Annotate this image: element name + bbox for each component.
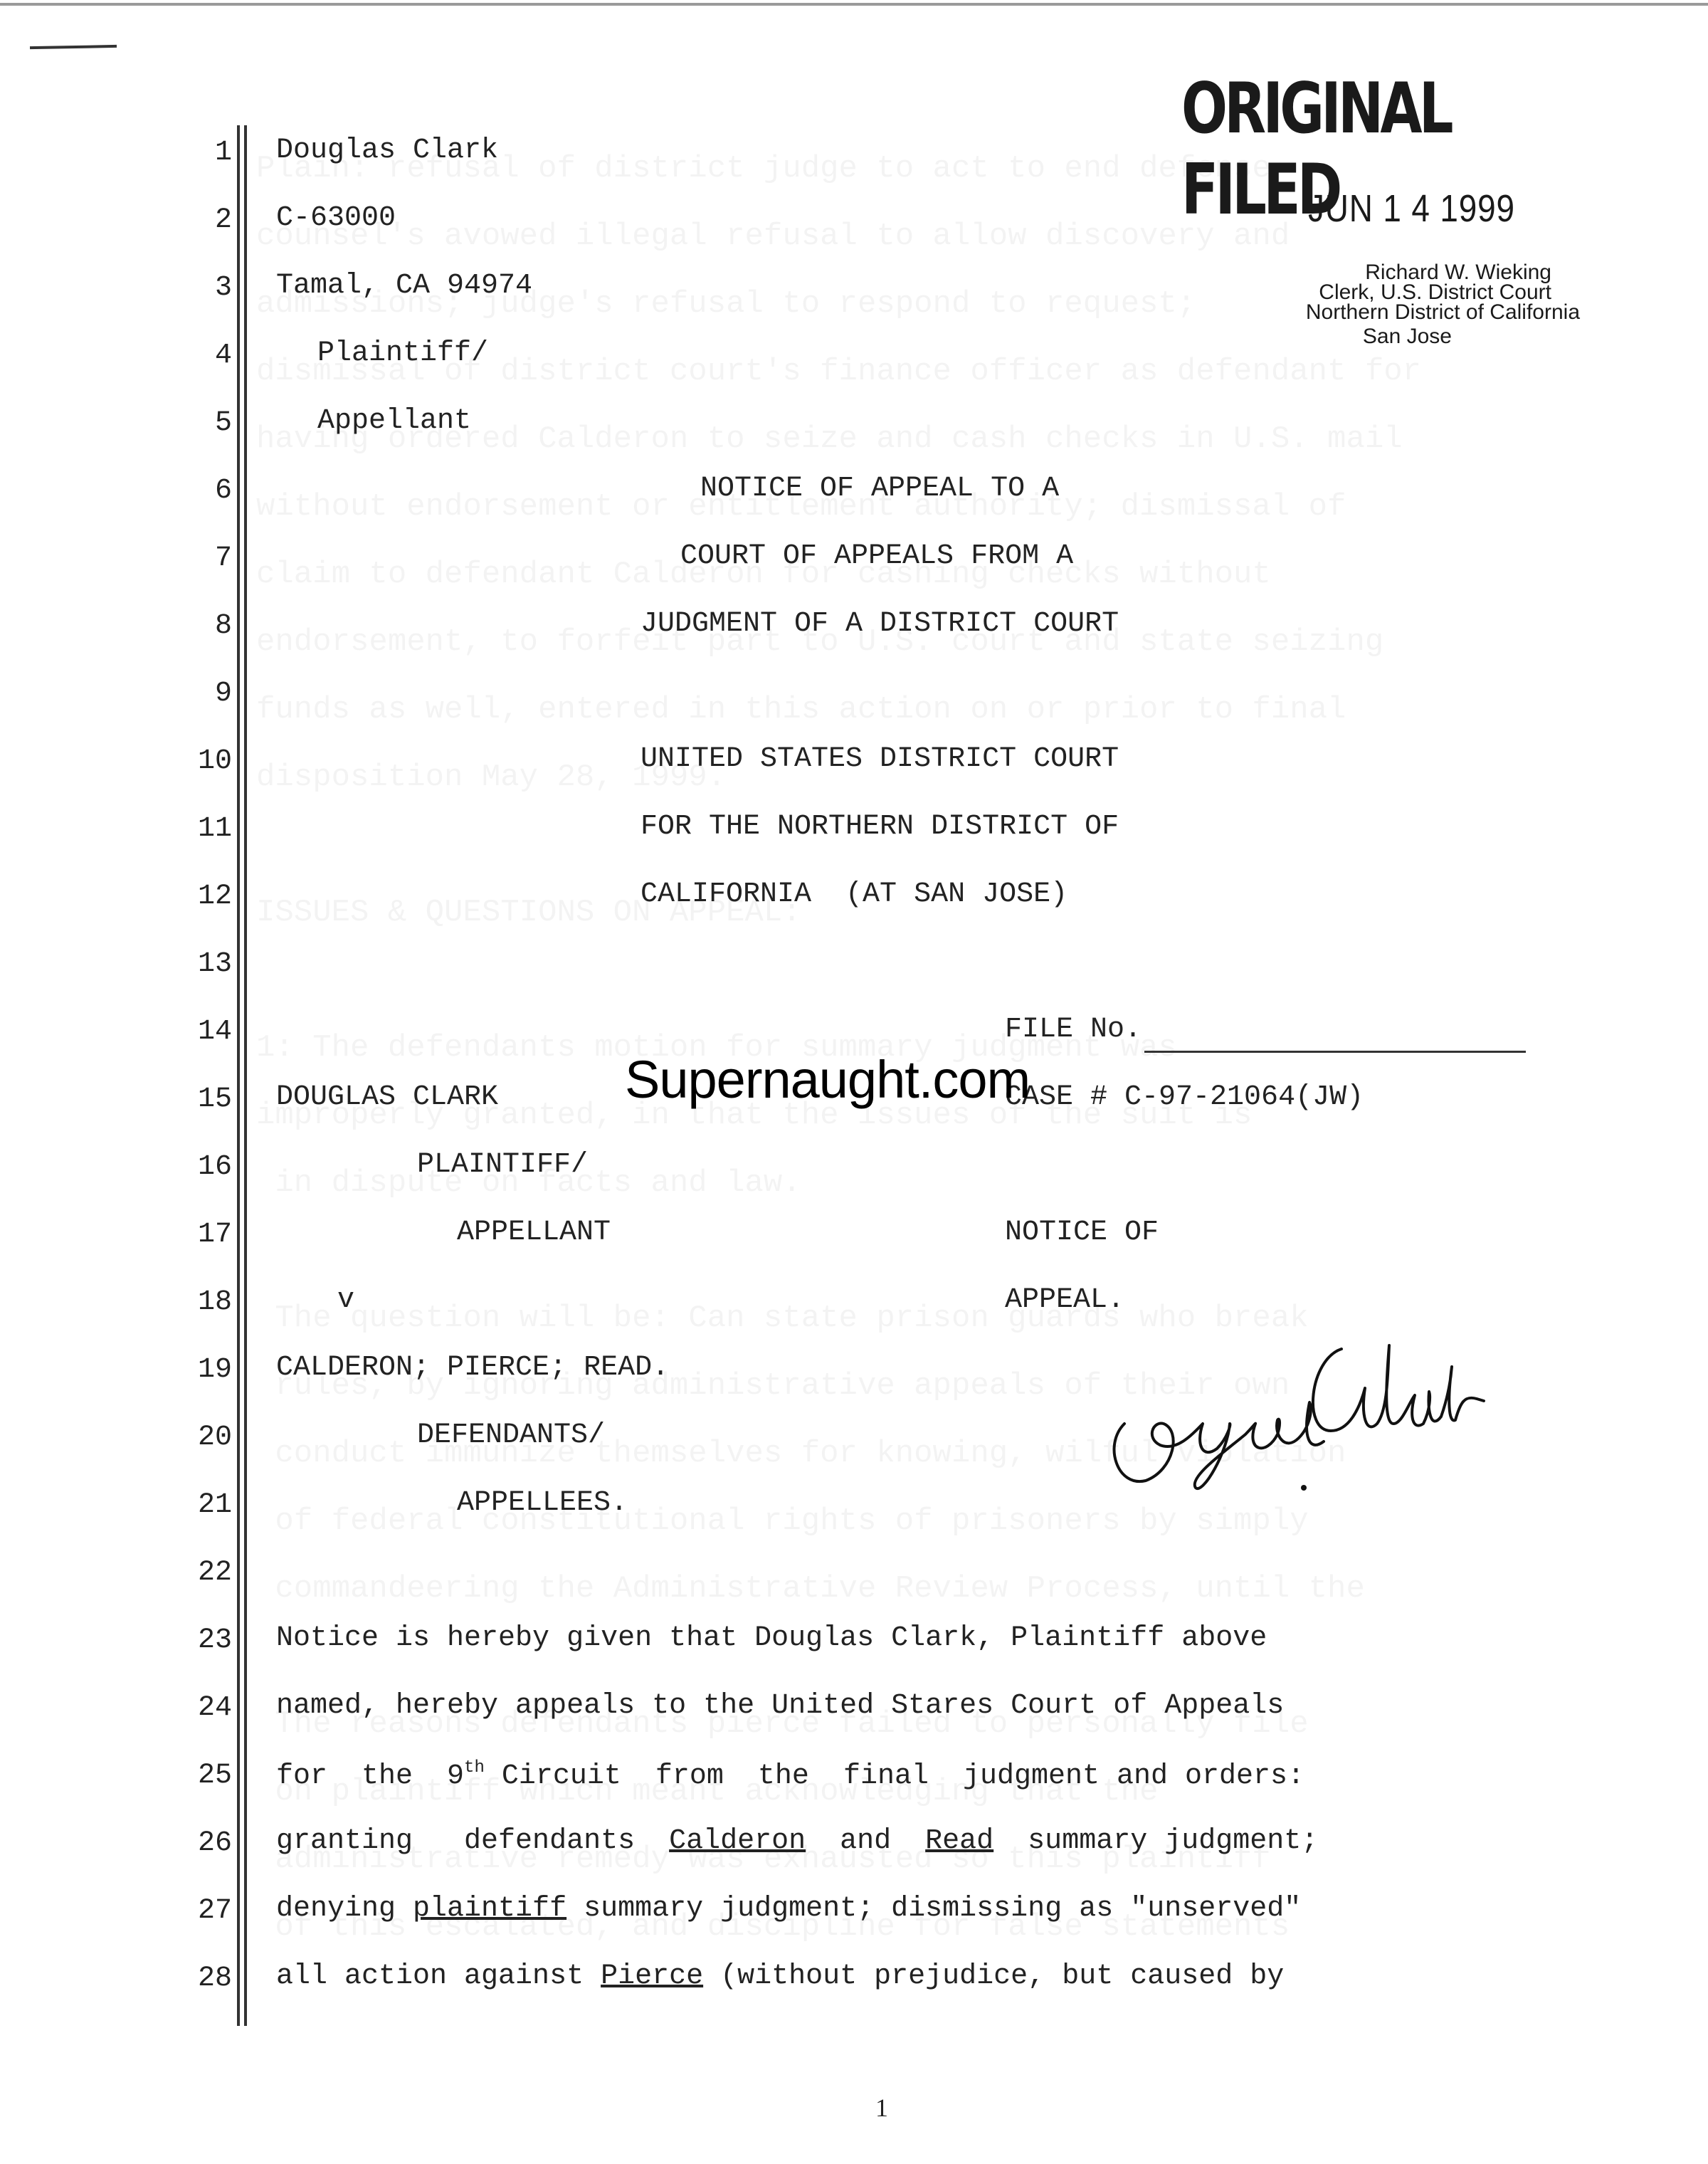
body-text: granting defendants xyxy=(276,1825,670,1857)
line-number: 12 xyxy=(197,881,232,913)
body-line-27 xyxy=(276,1895,1301,1923)
body-text: and xyxy=(806,1825,926,1857)
plaintiff-role-2: APPELLANT xyxy=(457,1217,611,1249)
body-line-26 xyxy=(276,1827,1318,1856)
margin-rule xyxy=(237,125,240,2026)
line-number: 27 xyxy=(197,1895,232,1927)
body-text: (without prejudice, but caused by xyxy=(703,1960,1285,1992)
line-number: 21 xyxy=(197,1489,232,1521)
body-line-24: named, hereby appeals to the United Stares Court of Appeals xyxy=(276,1690,1285,1722)
plaintiff-role-1: PLAINTIFF/ xyxy=(417,1149,589,1181)
line-number: 14 xyxy=(197,1016,232,1048)
plaintiff-underlined: plaintiff xyxy=(413,1893,567,1925)
body-line-28 xyxy=(276,1960,1285,1992)
line-number: 3 xyxy=(214,272,232,304)
filer-role-2: Appellant xyxy=(317,405,472,437)
filed-stamp-date: JUN 1 4 1999 xyxy=(1308,187,1515,230)
line-number: 15 xyxy=(197,1083,232,1115)
handwritten-signature xyxy=(1096,1317,1494,1502)
defendant-read: Read xyxy=(925,1825,994,1857)
margin-rule xyxy=(244,125,247,2026)
document-title-line-3: JUDGMENT OF A DISTRICT COURT xyxy=(640,608,1119,640)
body-text: summary judgment; dismissing as "unserved" xyxy=(566,1893,1302,1925)
defendant-pierce: Pierce xyxy=(601,1960,704,1992)
line-number: 8 xyxy=(214,610,232,642)
court-name-line-2: FOR THE NORTHERN DISTRICT OF xyxy=(640,811,1119,843)
line-number: 20 xyxy=(197,1422,232,1454)
document-title-line-2: COURT OF APPEALS FROM A xyxy=(680,540,1074,572)
filer-inmate-id: C-63000 xyxy=(276,202,396,234)
versus: v xyxy=(337,1284,355,1316)
court-name-line-3: CALIFORNIA (AT SAN JOSE) xyxy=(640,878,1068,910)
body-text: summary judgment; xyxy=(993,1825,1319,1857)
line-number: 24 xyxy=(197,1692,232,1724)
line-number: 18 xyxy=(197,1286,232,1318)
line-number: 17 xyxy=(197,1219,232,1251)
line-number: 5 xyxy=(214,407,232,439)
line-number: 28 xyxy=(197,1963,232,1995)
pen-mark xyxy=(30,45,117,49)
body-text: Circuit from the final judgment and orders: xyxy=(484,1760,1305,1792)
clerk-district: Northern District of California xyxy=(1305,300,1580,324)
line-number: 11 xyxy=(197,813,232,845)
notice-label-2: APPEAL. xyxy=(1005,1284,1125,1316)
line-number: 19 xyxy=(197,1354,232,1386)
body-text: denying xyxy=(276,1893,413,1925)
body-line-23: Notice is hereby given that Douglas Clark, Plaintiff above xyxy=(276,1622,1267,1654)
line-number: 16 xyxy=(197,1151,232,1183)
clerk-city: San Jose xyxy=(1362,325,1452,348)
defendant-role-2: APPELLEES. xyxy=(457,1487,628,1519)
defendant-calderon: Calderon xyxy=(669,1825,806,1857)
line-number: 2 xyxy=(214,204,232,236)
line-number: 26 xyxy=(197,1827,232,1859)
ordinal-suffix: th xyxy=(464,1758,485,1777)
line-number: 13 xyxy=(197,948,232,980)
body-line-25 xyxy=(276,1760,1304,1791)
filer-address: Tamal, CA 94974 xyxy=(276,270,533,302)
line-number: 7 xyxy=(214,542,232,574)
line-number: 6 xyxy=(214,475,232,507)
page-number: 1 xyxy=(875,2094,888,2122)
notice-label-1: NOTICE OF xyxy=(1005,1217,1159,1249)
body-text: for the 9 xyxy=(276,1760,465,1792)
court-name-line-1: UNITED STATES DISTRICT COURT xyxy=(640,743,1119,775)
clerk-title: Clerk, U.S. District Court xyxy=(1319,280,1551,304)
line-number: 25 xyxy=(197,1760,232,1792)
document-title-line-1: NOTICE OF APPEAL TO A xyxy=(700,473,1060,505)
plaintiff-name: DOUGLAS CLARK xyxy=(276,1081,499,1113)
defendant-role-1: DEFENDANTS/ xyxy=(417,1419,606,1451)
line-number: 1 xyxy=(214,137,232,169)
line-number: 4 xyxy=(214,340,232,372)
line-number: 9 xyxy=(214,678,232,710)
file-number-blank xyxy=(1144,1051,1526,1053)
line-number: 23 xyxy=(197,1624,232,1656)
line-number: 10 xyxy=(197,745,232,777)
scan-edge xyxy=(0,3,1708,6)
defendant-names: CALDERON; PIERCE; READ. xyxy=(276,1352,670,1384)
watermark: Supernaught.com xyxy=(625,1050,1030,1109)
clerk-name: Richard W. Wieking xyxy=(1365,261,1551,284)
body-text: all action against xyxy=(276,1960,601,1992)
case-number: CASE # C-97-21064(JW) xyxy=(1005,1081,1364,1113)
file-number-label: FILE No. xyxy=(1005,1014,1142,1046)
filed-stamp-title: ORIGINAL FILED xyxy=(1181,68,1450,231)
filer-role-1: Plaintiff/ xyxy=(317,337,489,369)
filer-name: Douglas Clark xyxy=(276,135,499,167)
line-number: 22 xyxy=(197,1557,232,1589)
